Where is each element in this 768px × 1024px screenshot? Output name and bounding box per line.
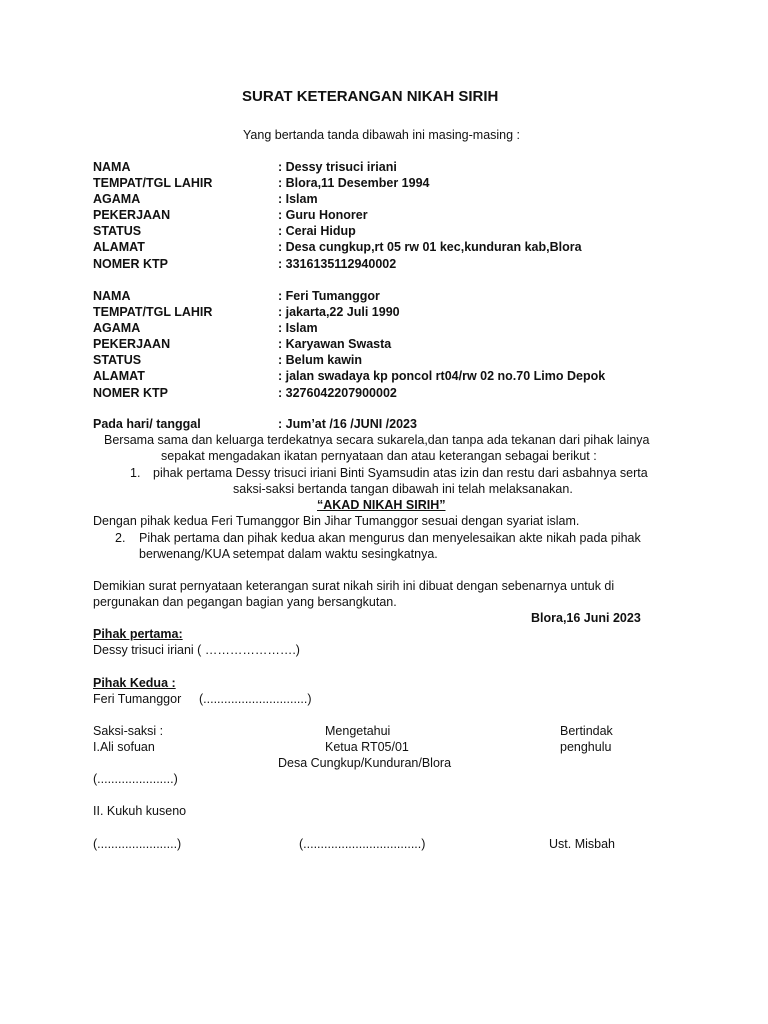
field-label: PEKERJAAN bbox=[93, 208, 171, 222]
witness-2-name: II. Kukuh kuseno bbox=[93, 804, 187, 818]
field-label: STATUS bbox=[93, 353, 142, 367]
witness-1-name: I.Ali sofuan bbox=[93, 740, 155, 754]
field-value: : Cerai Hidup bbox=[278, 224, 356, 238]
rt-role: Ketua RT05/01 bbox=[325, 740, 409, 754]
penghulu-name: Ust. Misbah bbox=[549, 837, 615, 851]
field-value: : 3316135112940002 bbox=[278, 257, 397, 271]
field-label: ALAMAT bbox=[93, 369, 145, 383]
field-label: ALAMAT bbox=[93, 240, 145, 254]
field-value: : Guru Honorer bbox=[278, 208, 368, 222]
list-number: 2. bbox=[115, 531, 126, 545]
field-value: : jalan swadaya kp poncol rt04/rw 02 no.70 Limo Depok bbox=[278, 369, 606, 383]
intro-text: Yang bertanda tanda dibawah ini masing-masing : bbox=[243, 128, 521, 142]
pihak-kedua-name: Feri Tumanggor bbox=[93, 692, 182, 706]
list-item-text: Pihak pertama dan pihak kedua akan mengurus dan menyelesaikan akte nikah pada pihak bbox=[139, 531, 641, 545]
field-label: NAMA bbox=[93, 160, 131, 174]
field-value: : Feri Tumanggor bbox=[278, 289, 380, 303]
field-value: : 3276042207900002 bbox=[278, 386, 397, 400]
field-label: TEMPAT/TGL LAHIR bbox=[93, 305, 213, 319]
bertindak-label: Bertindak bbox=[560, 724, 613, 738]
field-value: : Islam bbox=[278, 321, 318, 335]
list-item-text: saksi-saksi bertanda tangan dibawah ini telah melaksanakan. bbox=[233, 482, 573, 496]
field-label: STATUS bbox=[93, 224, 142, 238]
pihak-kedua-heading: Pihak Kedua : bbox=[93, 676, 176, 690]
field-value: : Belum kawin bbox=[278, 353, 363, 367]
witness-2-signature-line: (.......................) bbox=[93, 837, 182, 851]
field-value: : jakarta,22 Juli 1990 bbox=[278, 305, 400, 319]
witness-1-signature-line: (......................) bbox=[93, 772, 178, 786]
date-label: Pada hari/ tanggal bbox=[93, 417, 201, 431]
closing-line: pergunakan dan pegangan bagian yang bersangkutan. bbox=[93, 595, 397, 609]
list-number: 1. bbox=[130, 466, 141, 480]
penghulu-label: penghulu bbox=[560, 740, 612, 754]
saksi-label: Saksi-saksi : bbox=[93, 724, 164, 738]
field-label: AGAMA bbox=[93, 321, 141, 335]
field-value: : Islam bbox=[278, 192, 318, 206]
place-date: Blora,16 Juni 2023 bbox=[531, 611, 641, 625]
body-line: sepakat mengadakan ikatan pernyataan dan atau keterangan sebagai berikut : bbox=[161, 449, 597, 463]
field-label: PEKERJAAN bbox=[93, 337, 171, 351]
field-value: : Blora,11 Desember 1994 bbox=[278, 176, 430, 190]
date-value: : Jum’at /16 /JUNI /2023 bbox=[278, 417, 417, 431]
list-item-text: pihak pertama Dessy trisuci iriani Binti Syamsudin atas izin dan restu dari asbahnya serta bbox=[153, 466, 648, 480]
field-label: AGAMA bbox=[93, 192, 141, 206]
list-item-text: berwenang/KUA setempat dalam waktu sesingkatnya. bbox=[139, 547, 438, 561]
field-value: : Dessy trisuci iriani bbox=[278, 160, 397, 174]
field-label: TEMPAT/TGL LAHIR bbox=[93, 176, 213, 190]
field-label: NOMER KTP bbox=[93, 257, 168, 271]
pihak-kedua-signature-line: (..............................) bbox=[199, 692, 312, 706]
pihak-pertama-sign: Dessy trisuci iriani ( ………………….) bbox=[93, 643, 300, 657]
field-value: : Desa cungkup,rt 05 rw 01 kec,kunduran kab,Blora bbox=[278, 240, 582, 254]
rt-signature-line: (..................................) bbox=[299, 837, 426, 851]
field-label: NOMER KTP bbox=[93, 386, 168, 400]
field-value: : Karyawan Swasta bbox=[278, 337, 392, 351]
akad-heading: “AKAD NIKAH SIRIH” bbox=[317, 498, 446, 512]
document-title: SURAT KETERANGAN NIKAH SIRIH bbox=[242, 88, 499, 105]
closing-line: Demikian surat pernyataan keterangan surat nikah sirih ini dibuat dengan sebenarnya untuk di bbox=[93, 579, 615, 593]
body-line: Bersama sama dan keluarga terdekatnya secara sukarela,dan tanpa ada tekanan dari pihak lainya bbox=[104, 433, 650, 447]
pihak-pertama-heading: Pihak pertama: bbox=[93, 627, 183, 641]
village-name: Desa Cungkup/Kunduran/Blora bbox=[278, 756, 452, 770]
field-label: NAMA bbox=[93, 289, 131, 303]
body-line: Dengan pihak kedua Feri Tumanggor Bin Jihar Tumanggor sesuai dengan syariat islam. bbox=[93, 514, 580, 528]
mengetahui-label: Mengetahui bbox=[325, 724, 391, 738]
